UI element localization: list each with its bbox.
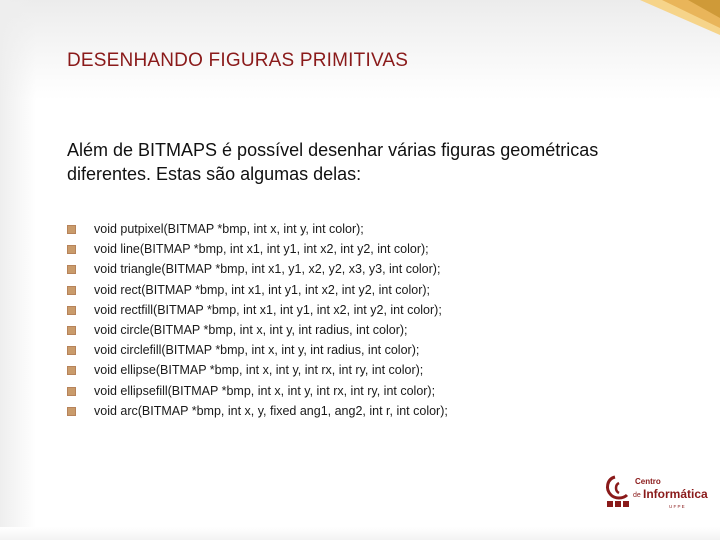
list-item-text: void ellipsefill(BITMAP *bmp, int x, int y, int rx, int ry, int color); xyxy=(94,383,436,398)
bullet-icon xyxy=(67,366,76,375)
centro-de-informatica-logo xyxy=(603,473,713,513)
bullet-icon xyxy=(67,306,76,315)
list-item-text: void ellipse(BITMAP *bmp, int x, int y, int rx, int ry, int color); xyxy=(94,363,424,378)
logo-line2b: Informática xyxy=(643,487,708,501)
list-item-text: void circle(BITMAP *bmp, int x, int y, int radius, int color); xyxy=(94,322,408,337)
bullet-icon xyxy=(67,225,76,234)
bullet-icon xyxy=(67,265,76,274)
corner-decoration xyxy=(640,0,720,35)
list-item-text: void circlefill(BITMAP *bmp, int x, int y, int radius, int color); xyxy=(94,343,420,358)
logo-line1: Centro xyxy=(635,477,661,486)
bullet-icon xyxy=(67,245,76,254)
left-shadow xyxy=(0,0,36,540)
bullet-icon xyxy=(67,326,76,335)
list-item-text: void putpixel(BITMAP *bmp, int x, int y, int color); xyxy=(94,222,364,236)
bullet-icon xyxy=(67,407,76,416)
slide-title: DESENHANDO FIGURAS PRIMITIVAS xyxy=(67,50,409,71)
list-item-text: void rect(BITMAP *bmp, int x1, int y1, int x2, int y2, int color); xyxy=(94,282,431,297)
list-item-text: void line(BITMAP *bmp, int x1, int y1, int x2, int y2, int color); xyxy=(94,242,429,257)
footer-band xyxy=(0,527,720,540)
list-item-text: void arc(BITMAP *bmp, int x, y, fixed ang1, ang2, int r, int color); xyxy=(94,403,448,418)
list-item-text: void rectfill(BITMAP *bmp, int x1, int y1, int x2, int y2, int color); xyxy=(94,302,442,317)
list-item-text: void triangle(BITMAP *bmp, int x1, y1, x2, y2, x3, y3, int color); xyxy=(94,262,441,277)
logo-line3: U F P E xyxy=(669,504,685,509)
intro-paragraph: Além de BITMAPS é possível desenhar várias figuras geométricas diferentes. Estas são algumas delas: xyxy=(67,140,599,184)
bullet-icon xyxy=(67,387,76,396)
bullet-icon xyxy=(67,346,76,355)
bullet-icon xyxy=(67,286,76,295)
logo-line2a: de xyxy=(633,492,641,499)
